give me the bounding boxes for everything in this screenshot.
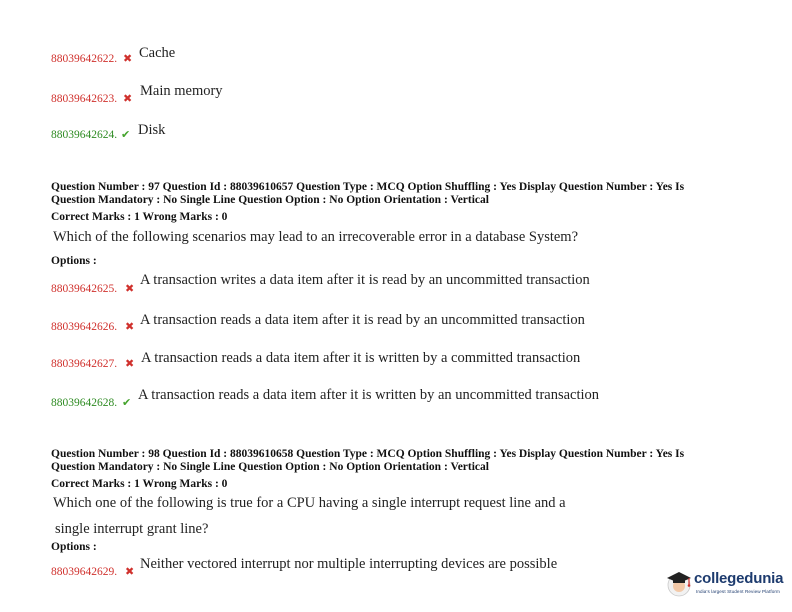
- option-text: A transaction reads a data item after it is written by an uncommitted transaction: [138, 387, 600, 403]
- marks-line: Correct Marks : 1 Wrong Marks : 0: [51, 478, 228, 490]
- check-icon: ✔: [122, 396, 132, 409]
- option-id: 88039642622.: [51, 53, 118, 65]
- question-meta-line: Question Mandatory : No Single Line Question Option : No Option Orientation : Vertical: [51, 461, 489, 473]
- option-text: A transaction reads a data item after it is read by an uncommitted transaction: [140, 312, 585, 328]
- option-text: Neither vectored interrupt nor multiple interrupting devices are possible: [140, 556, 558, 572]
- option-id: 88039642626.: [51, 321, 118, 333]
- option-id: 88039642623.: [51, 93, 118, 105]
- option-text: Cache: [139, 45, 176, 61]
- option-id: 88039642624.: [51, 129, 118, 141]
- options-label: Options :: [51, 255, 97, 267]
- logo-tagline: India's largest Student Review Platform: [696, 589, 780, 594]
- collegedunia-logo: [664, 568, 788, 602]
- option-id: 88039642629.: [51, 566, 118, 578]
- option-text: Main memory: [140, 83, 223, 99]
- question-text: single interrupt grant line?: [55, 521, 209, 537]
- question-meta-line: Question Number : 98 Question Id : 88039610658 Question Type : MCQ Option Shuffling : Yes Display Question Number : Yes Is: [51, 448, 685, 460]
- cross-icon: ✖: [125, 282, 135, 295]
- cross-icon: ✖: [125, 320, 135, 333]
- option-id: 88039642627.: [51, 358, 118, 370]
- option-text: A transaction writes a data item after it is read by an uncommitted transaction: [140, 272, 590, 288]
- question-text: Which of the following scenarios may lead to an irrecoverable error in a database System?: [53, 229, 579, 245]
- marks-line: Correct Marks : 1 Wrong Marks : 0: [51, 211, 228, 223]
- cross-icon: ✖: [125, 565, 135, 578]
- option-text: Disk: [138, 122, 166, 138]
- logo-name: collegedunia: [694, 570, 784, 587]
- option-id: 88039642628.: [51, 397, 118, 409]
- graduation-cap-icon: [664, 568, 694, 598]
- question-text: Which one of the following is true for a CPU having a single interrupt request line and a: [53, 495, 566, 511]
- cross-icon: ✖: [125, 357, 135, 370]
- options-label: Options :: [51, 541, 97, 553]
- question-meta-line: Question Number : 97 Question Id : 88039610657 Question Type : MCQ Option Shuffling : Yes Display Question Number : Yes Is: [51, 181, 685, 193]
- check-icon: ✔: [121, 128, 131, 141]
- cross-icon: ✖: [123, 52, 133, 65]
- cross-icon: ✖: [123, 92, 133, 105]
- option-id: 88039642625.: [51, 283, 118, 295]
- question-meta-line: Question Mandatory : No Single Line Question Option : No Option Orientation : Vertical: [51, 194, 489, 206]
- option-text: A transaction reads a data item after it is written by a committed transaction: [141, 350, 581, 366]
